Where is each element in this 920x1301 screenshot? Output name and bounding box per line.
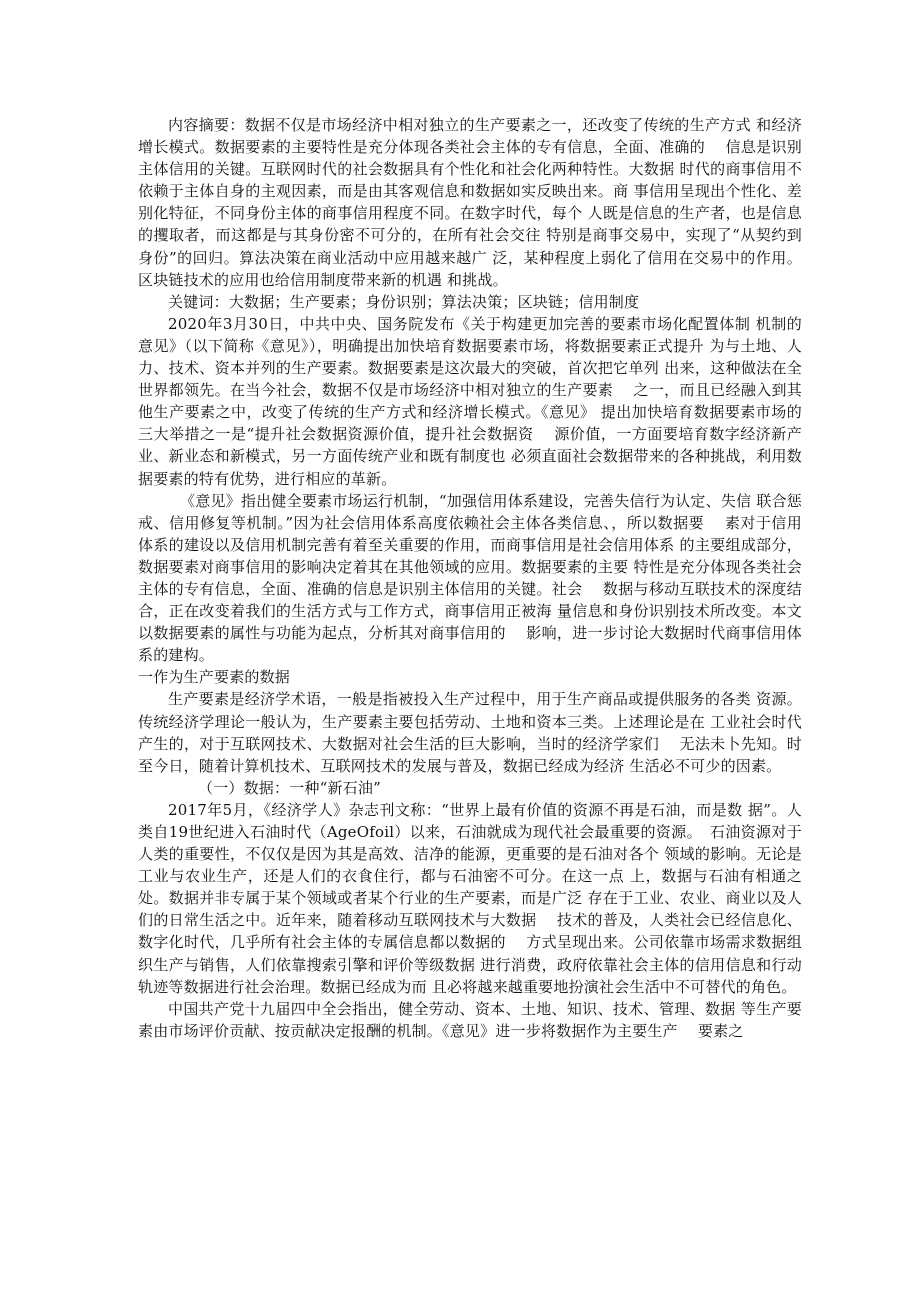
section-heading: 一作为生产要素的数据	[138, 668, 291, 687]
keywords-line: 关键词：大数据；生产要素；身份识别；算法决策；区块链；信用制度	[168, 292, 640, 311]
body-paragraph: 中国共产党十九届四中全会指出，健全劳动、资本、土地、知识、技术、管理、数据 等生产要素由市场评价贡献、按贡献决定报酬的机制。《意见》进一步将数据作为主要生产 要素之	[138, 999, 802, 1040]
body-paragraph: 2020年3月30日，中共中央、国务院发布《关于构建更加完善的要素市场化配置体制 机制的意见》（以下简称《意见》），明确提出加快培育数据要素市场，将数据要素正式提升 为与土地、人力、技术、资本并列的生产要素。数据要素是这次最大的突破，首次把它单列 出来，这种做法在全世界都领先。在当今社会，数据不仅是市场经济中相对独立的生产要素 之一，而且已经融入到其他生产要素之中，改变了传统的生产方式和经济增长模式。《意见》 提出加快培育数据要素市场的三大举措之一是“提升社会数据资源价值，提升社会数据资 源价值，一方面要培育数字经济新产业、新业态和新模式，另一方面传统产业和既有制度也 必须直面社会数据带来的各种挑战，利用数据要素的特有优势，进行相应的革新。	[138, 314, 802, 488]
abstract-paragraph: 内容摘要：数据不仅是市场经济中相对独立的生产要素之一，还改变了传统的生产方式 和经济增长模式。数据要素的主要特性是充分体现各类社会主体的专有信息，全面、准确的 信息是识别主体信用的关键。互联网时代的社会数据具有个性化和社会化两种特性。大数据 时代的商事信用不依赖于主体自身的主观因素，而是由其客观信息和数据如实反映出来。商 事信用呈现出个性化、差别化特征，不同身份主体的商事信用程度不同。在数字时代，每个 人既是信息的生产者，也是信息的攫取者，而这都是与其身份密不可分的，在所有社会交往 特别是商事交易中，实现了“从契约到身份”的回归。算法决策在商业活动中应用越来越广 泛，某种程度上弱化了信用在交易中的作用。区块链技术的应用也给信用制度带来新的机遇 和挑战。	[138, 116, 802, 289]
body-paragraph: 2017年5月，《经济学人》杂志刊文称：“世界上最有价值的资源不再是石油，而是数 据”。人类自19世纪进入石油时代（AgeOfoil）以来，石油就成为现代社会最重要的资源。 石油资源对于人类的重要性，不仅仅是因为其是高效、洁净的能源，更重要的是石油对各个 领域的影响。无论是工业与农业生产，还是人们的衣食住行，都与石油密不可分。在这一点 上，数据与石油有相通之处。数据并非专属于某个领域或者某个行业的生产要素，而是广泛 存在于工业、农业、商业以及人们的日常生活之中。近年来，随着移动互联网技术与大数据 技术的普及，人类社会已经信息化、数字化时代，几乎所有社会主体的专属信息都以数据的 方式呈现出来。公司依靠市场需求数据组织生产与销售，人们依靠搜索引擎和评价等级数据 进行消费，政府依靠社会主体的信用信息和行动轨迹等数据进行社会治理。数据已经成为而 且必将越来越重要地扮演社会生活中不可替代的角色。	[138, 800, 802, 996]
body-paragraph: 生产要素是经济学术语，一般是指被投入生产过程中，用于生产商品或提供服务的各类 资源。传统经济学理论一般认为，生产要素主要包括劳动、土地和资本三类。上述理论是在 工业社会时代产生的，对于互联网技术、大数据对社会生活的巨大影响，当时的经济学家们 无法未卜先知。时至今日，随着计算机技术、互联网技术的发展与普及，数据已经成为经济 生活必不可少的因素。	[138, 690, 802, 775]
subsection-heading: （一）数据：一种“新石油”	[198, 778, 381, 797]
body-paragraph: 《意见》指出健全要素市场运行机制，“加强信用体系建设，完善失信行为认定、失信 联合惩戒、信用修复等机制。”因为社会信用体系高度依赖社会主体各类信息、，所以数据要 素对于信用体系的建设以及信用机制完善有着至关重要的作用，而商事信用是社会信用体系 的主要组成部分，数据要素对商事信用的影响决定着其在其他领域的应用。数据要素的主要 特性是充分体现各类社会主体的专有信息，全面、准确的信息是识别主体信用的关键。社会 数据与移动互联技术的深度结合，正在改变着我们的生活方式与工作方式，商事信用正被海 量信息和身份识别技术所改变。本文以数据要素的属性与功能为起点，分析其对商事信用的 影响，进一步讨论大数据时代商事信用体系的建构。	[138, 491, 802, 665]
